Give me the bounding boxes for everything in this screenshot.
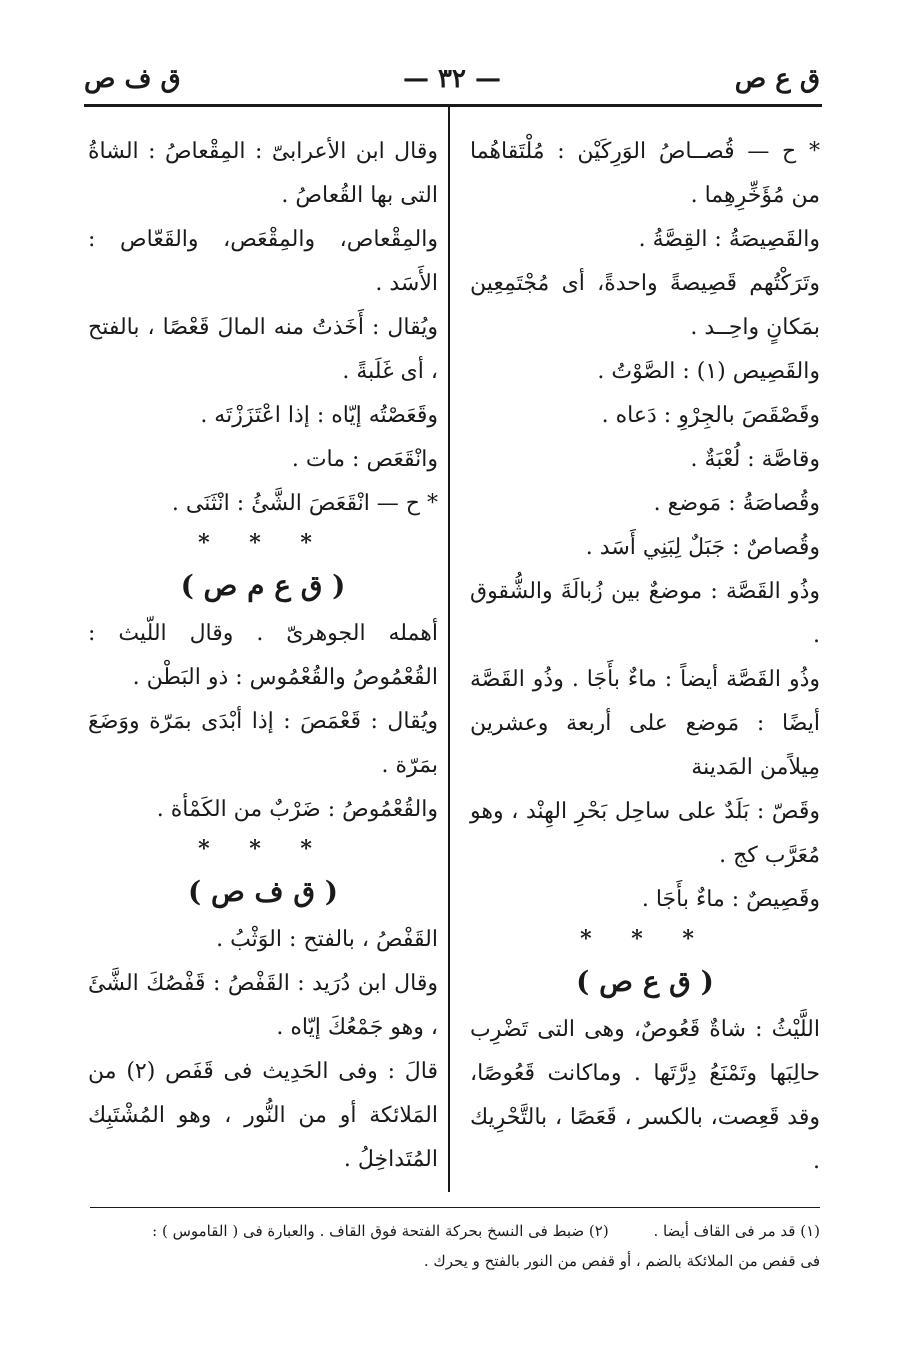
section-separator: * * * <box>198 836 328 862</box>
entry-paragraph: والقَصِيصَةُ : القِصَّةُ . <box>638 227 820 252</box>
root-heading: ( ق ع ص ) <box>576 965 714 998</box>
entry-paragraph: والمِقْعاص، والمِقْعَص، والقَعّاص : الأَسَد . <box>88 227 438 296</box>
footnote-1: (١) قد مر فى القاف أيضا . <box>653 1222 820 1240</box>
entry-paragraph: ويُقال : قَعْمَصَ : إذا أبْدَى بمَرّة ووَضَعَ بمَرّة . <box>88 709 438 778</box>
entry-paragraph: وقَصّ : بَلَدٌ على ساحِل بَحْرِ الهِنْد ، وهو مُعَرَّب كج . <box>470 799 820 868</box>
section-separator: * * * <box>198 530 328 556</box>
footnote-line <box>90 1216 820 1246</box>
section-separator: * * * <box>580 926 710 952</box>
entry-paragraph: اللَّيْثُ : شاةٌ قَعُوصٌ، وهى التى تَضْرِب حالِبَها وتَمْنَعُ دِرَّتَها . وماكانت قَعُوصًا، وقد قَعِصت، بالكسر ، قَعَصًا ، بالتَّحْرِيك . <box>470 1017 820 1174</box>
entry-paragraph: وقُصاصَةُ : مَوضع . <box>653 491 820 516</box>
entry-paragraph: والقُعْمُوصُ : ضَرْبٌ من الكَمْأة . <box>156 797 438 822</box>
entry-paragraph: وقال ابن الأعرابىّ : المِقْعاصُ : الشاةُ التى بها القُعاصُ . <box>88 139 438 208</box>
entry-paragraph: أهمله الجوهرىّ . وقال اللّيث : القُعْمُوصُ والقُعْمُوس : ذو البَطْن . <box>88 621 438 690</box>
entry-paragraph: وقَعَصْتُه إيّاه : إذا اعْتَزَزْتَه . <box>200 403 438 428</box>
footnote-2-continued: فى قفص من الملائكة بالضم ، أو قفص من النور بالفتح و يحرك . <box>423 1252 820 1270</box>
entry-paragraph: وذُو القَصَّة أيضاً : ماءٌ بأَجَا . وذُو القَصَّة أيضًا : مَوضع على أربعة وعشرين مِيلاًمن المَدينة <box>470 667 820 780</box>
column-divider <box>448 107 450 1192</box>
entry-paragraph: قالَ : وفى الحَدِيث فى قَفَص (٢) من المَلائكة أو من النُّور ، وهو المُشْتَبِك المُتَداخِلُ . <box>88 1059 438 1172</box>
entry-paragraph: وذُو القَصَّة : موضعٌ بين زُبالَةَ والشُّقوق . <box>470 579 820 648</box>
header-root-left: ق ف ص <box>84 64 181 94</box>
header-root-right: ق ع ص <box>734 64 820 94</box>
entry-paragraph: وقُصاصٌ : جَبَلٌ لِبَنِي أَسَد . <box>585 535 820 560</box>
entry-paragraph: ويُقال : أَخَذتُ منه المالَ قَعْصًا ، بالفتح ، أى غَلَبةً . <box>88 315 438 384</box>
left-column <box>88 130 438 1182</box>
entry-paragraph: * ح — انْقَعَصَ الشَّئُ : انْثَنَى . <box>171 491 438 516</box>
page-header <box>84 60 820 100</box>
entry-paragraph: وانْقَعَص : مات . <box>291 447 438 472</box>
root-heading: ( ق ف ص ) <box>187 875 339 908</box>
page-number: — ٣٢ — <box>402 64 502 94</box>
footnote-rule <box>90 1207 820 1208</box>
footnote-2: (٢) ضبط فى النسخ بحركة الفتحة فوق القاف . والعبارة فى ( القاموس ) : <box>152 1222 609 1240</box>
entry-paragraph: وقاصَّة : لُعْبَةٌ . <box>690 447 820 472</box>
entry-paragraph: وقَصِيصٌ : ماءٌ بأَجَا . <box>641 887 820 912</box>
root-heading: ( ق ع م ص ) <box>180 569 346 602</box>
entry-paragraph: القَفْصُ ، بالفتح : الوَثْبُ . <box>216 927 438 952</box>
entry-paragraph: وقال ابن دُرَيد : القَفْصُ : قَفْصُكَ الشَّئَ ، وهو جَمْعُكَ إيّاه . <box>88 971 438 1040</box>
entry-paragraph: * ح — قُصــاصُ الوَرِكَيْن : مُلْتَقاهُما من مُؤَخِّرِهِما . <box>470 139 820 208</box>
entry-paragraph: والقَصِيص (١) : الصَّوْتُ . <box>597 359 820 384</box>
entry-paragraph: وقَصْقَصَ بالجِرْوِ : دَعاه . <box>601 403 820 428</box>
entry-paragraph: وتَرَكْتُهم قَصِيصةً واحدةً، أى مُجْتَمِعِين بمَكانٍ واحِــد . <box>470 271 820 340</box>
right-column <box>470 130 820 1184</box>
header-rule <box>84 104 822 107</box>
footnotes <box>90 1216 820 1276</box>
